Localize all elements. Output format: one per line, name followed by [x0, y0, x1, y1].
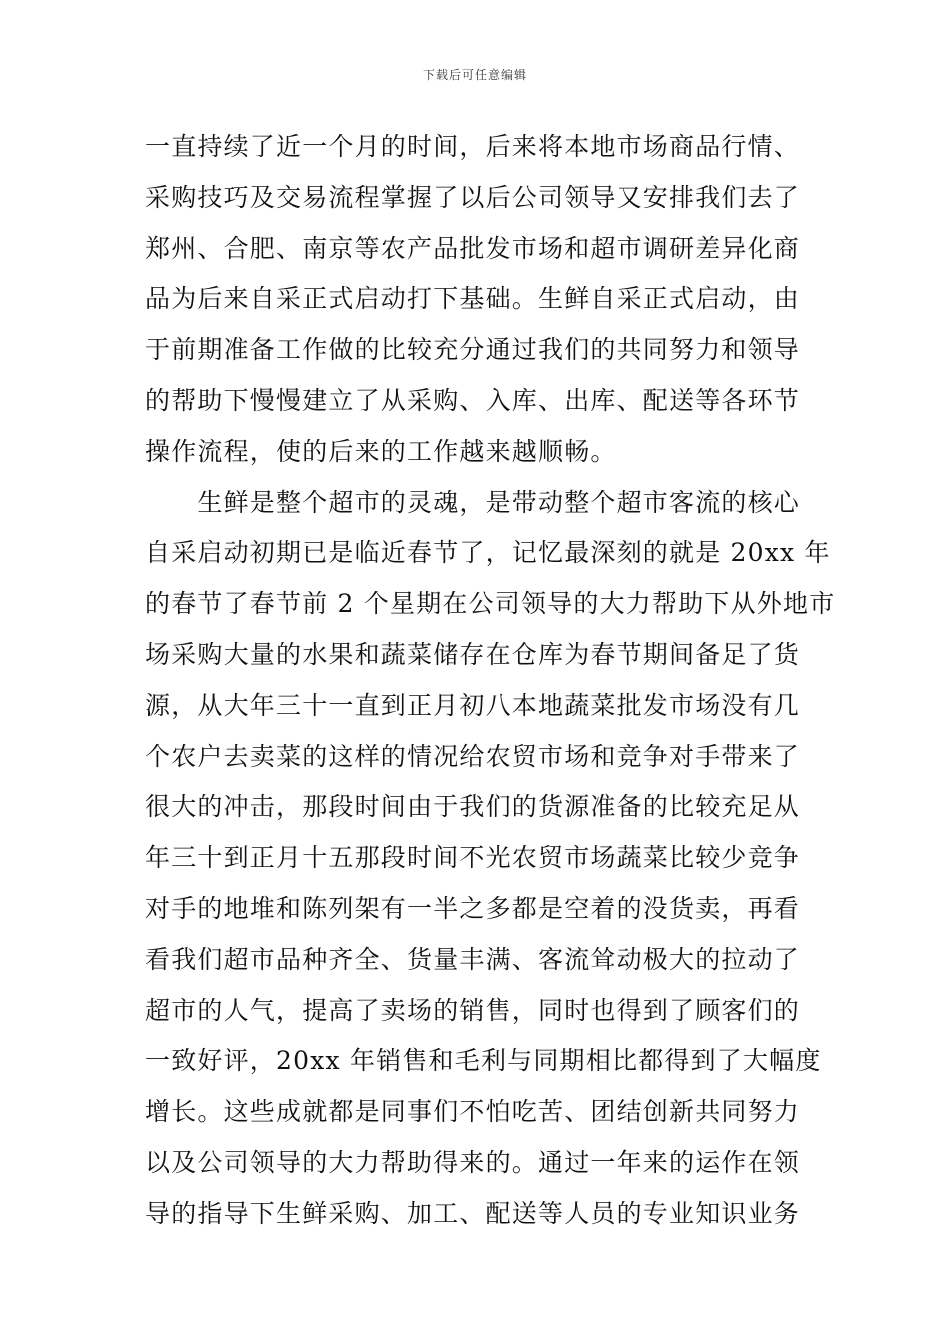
text-line: 的帮助下慢慢建立了从采购、入库、出库、配送等各环节 [145, 385, 801, 415]
header-note: 下载后可任意编辑 [422, 68, 527, 82]
text-line: 对手的地堆和陈列架有一半之多都是空着的没货卖，再看 [145, 893, 801, 923]
text-line: 源，从大年三十一直到正月初八本地蔬菜批发市场没有几 [145, 690, 801, 720]
text-line: 增长。这些成就都是同事们不怕吃苦、团结创新共同努力 [145, 1097, 801, 1127]
text-line: 品为后来自采正式启动打下基础。生鲜自采正式启动，由 [145, 284, 801, 314]
text-line: 的春节了春节前 2 个星期在公司领导的大力帮助下从外地市 [145, 589, 836, 619]
text-line: 生鲜是整个超市的灵魂，是带动整个超市客流的核心 [145, 487, 801, 517]
text-line: 看我们超市品种齐全、货量丰满、客流耸动极大的拉动了 [145, 944, 801, 974]
text-line: 于前期准备工作做的比较充分通过我们的共同努力和领导 [145, 335, 801, 365]
text-line: 导的指导下生鲜采购、加工、配送等人员的专业知识业务 [145, 1198, 801, 1228]
text-line: 以及公司领导的大力帮助得来的。通过一年来的运作在领 [145, 1147, 801, 1177]
document-body [145, 122, 836, 1240]
text-line: 一直持续了近一个月的时间，后来将本地市场商品行情、 [145, 132, 801, 161]
text-line: 个农户去卖菜的这样的情况给农贸市场和竞争对手带来了 [145, 741, 801, 771]
text-line: 郑州、合肥、南京等农产品批发市场和超市调研差异化商 [145, 233, 801, 263]
text-line: 场采购大量的水果和蔬菜储存在仓库为春节期间备足了货 [145, 639, 801, 669]
text-line: 一致好评，20xx 年销售和毛利与同期相比都得到了大幅度 [145, 1046, 822, 1076]
text-line: 很大的冲击，那段时间由于我们的货源准备的比较充足从 [145, 792, 801, 822]
text-line: 自采启动初期已是临近春节了，记忆最深刻的就是 20xx 年 [145, 538, 831, 568]
text-line: 年三十到正月十五那段时间不光农贸市场蔬菜比较少竞争 [145, 843, 801, 873]
text-line: 操作流程，使的后来的工作越来越顺畅。 [145, 436, 617, 466]
text-line: 超市的人气，提高了卖场的销售，同时也得到了顾客们的 [145, 995, 801, 1025]
text-line: 采购技巧及交易流程掌握了以后公司领导又安排我们去了 [145, 182, 801, 212]
